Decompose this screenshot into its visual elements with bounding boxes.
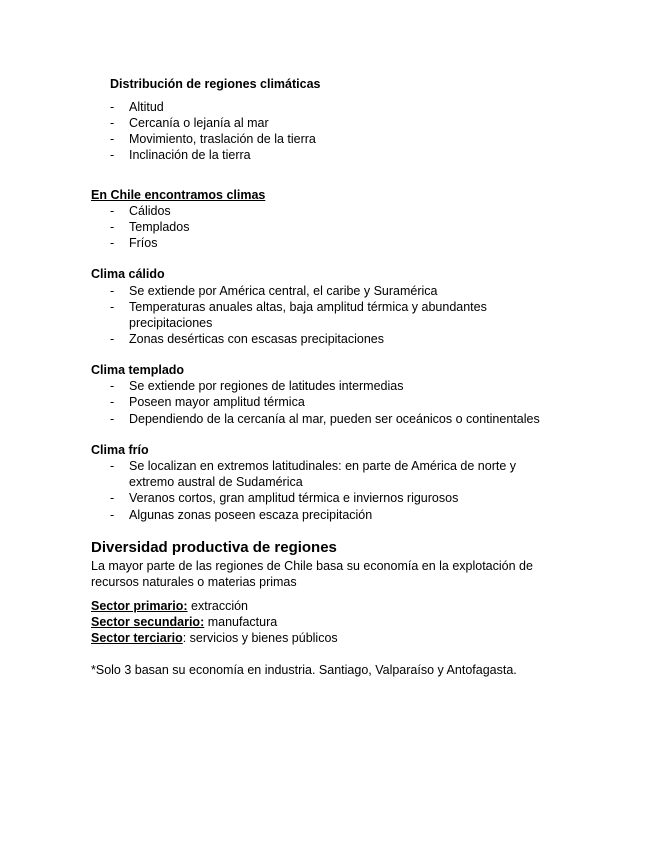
list-item: Inclinación de la tierra (129, 148, 251, 162)
bullet-dash: - (110, 300, 115, 314)
list-item: Cálidos (129, 204, 171, 218)
list-item: Veranos cortos, gran amplitud térmica e inviernos rigurosos (129, 491, 459, 505)
section-title-distribucion: Distribución de regiones climáticas (110, 77, 321, 91)
bullet-dash: - (110, 508, 115, 522)
heading-diversidad-productiva: Diversidad productiva de regiones (91, 539, 337, 556)
bullet-dash: - (110, 332, 115, 346)
section-title-en-chile: En Chile encontramos climas (91, 188, 266, 202)
paragraph-line: recursos naturales o materias primas (91, 575, 297, 589)
bullet-dash: - (110, 459, 115, 473)
section-title-clima-templado: Clima templado (91, 363, 185, 377)
sector-terciario-line (91, 630, 338, 646)
list-item: Se extiende por regiones de latitudes intermedias (129, 379, 404, 393)
bullet-dash: - (110, 284, 115, 298)
list-item: Movimiento, traslación de la tierra (129, 132, 316, 146)
bullet-dash: - (110, 116, 115, 130)
list-item-continuation: extremo austral de Sudamérica (129, 475, 303, 489)
sector-label: Sector primario: (91, 599, 188, 613)
sector-text: manufactura (204, 615, 278, 629)
bullet-dash: - (110, 412, 115, 426)
footnote: *Solo 3 basan su economía en industria. Santiago, Valparaíso y Antofagasta. (91, 663, 517, 677)
list-item: Altitud (129, 100, 164, 114)
sector-text: : servicios y bienes públicos (182, 631, 338, 645)
section-title-clima-frio: Clima frío (91, 443, 149, 457)
bullet-dash: - (110, 491, 115, 505)
sector-label: Sector secundario: (91, 615, 205, 629)
list-item-continuation: precipitaciones (129, 316, 213, 330)
list-item: Se localizan en extremos latitudinales: en parte de América de norte y (129, 459, 517, 473)
list-item: Se extiende por América central, el caribe y Suramérica (129, 284, 438, 298)
bullet-dash: - (110, 379, 115, 393)
list-item: Poseen mayor amplitud térmica (129, 395, 305, 409)
section-title-clima-calido: Clima cálido (91, 267, 165, 281)
bullet-dash: - (110, 220, 115, 234)
list-item: Temperaturas anuales altas, baja amplitud térmica y abundantes (129, 300, 487, 314)
list-item: Dependiendo de la cercanía al mar, pueden ser oceánicos o continentales (129, 412, 540, 426)
list-item: Zonas desérticas con escasas precipitaciones (129, 332, 384, 346)
bullet-dash: - (110, 204, 115, 218)
list-item: Fríos (129, 236, 158, 250)
sector-text: extracción (187, 599, 249, 613)
sector-label: Sector terciario (91, 631, 183, 645)
list-item: Templados (129, 220, 190, 234)
sector-secundario-line (91, 614, 277, 630)
paragraph-line: La mayor parte de las regiones de Chile basa su economía en la explotación de (91, 559, 533, 573)
list-item: Cercanía o lejanía al mar (129, 116, 269, 130)
bullet-dash: - (110, 236, 115, 250)
bullet-dash: - (110, 148, 115, 162)
bullet-dash: - (110, 100, 115, 114)
list-item: Algunas zonas poseen escaza precipitación (129, 508, 373, 522)
bullet-dash: - (110, 132, 115, 146)
bullet-dash: - (110, 395, 115, 409)
sector-primario-line (91, 598, 248, 614)
